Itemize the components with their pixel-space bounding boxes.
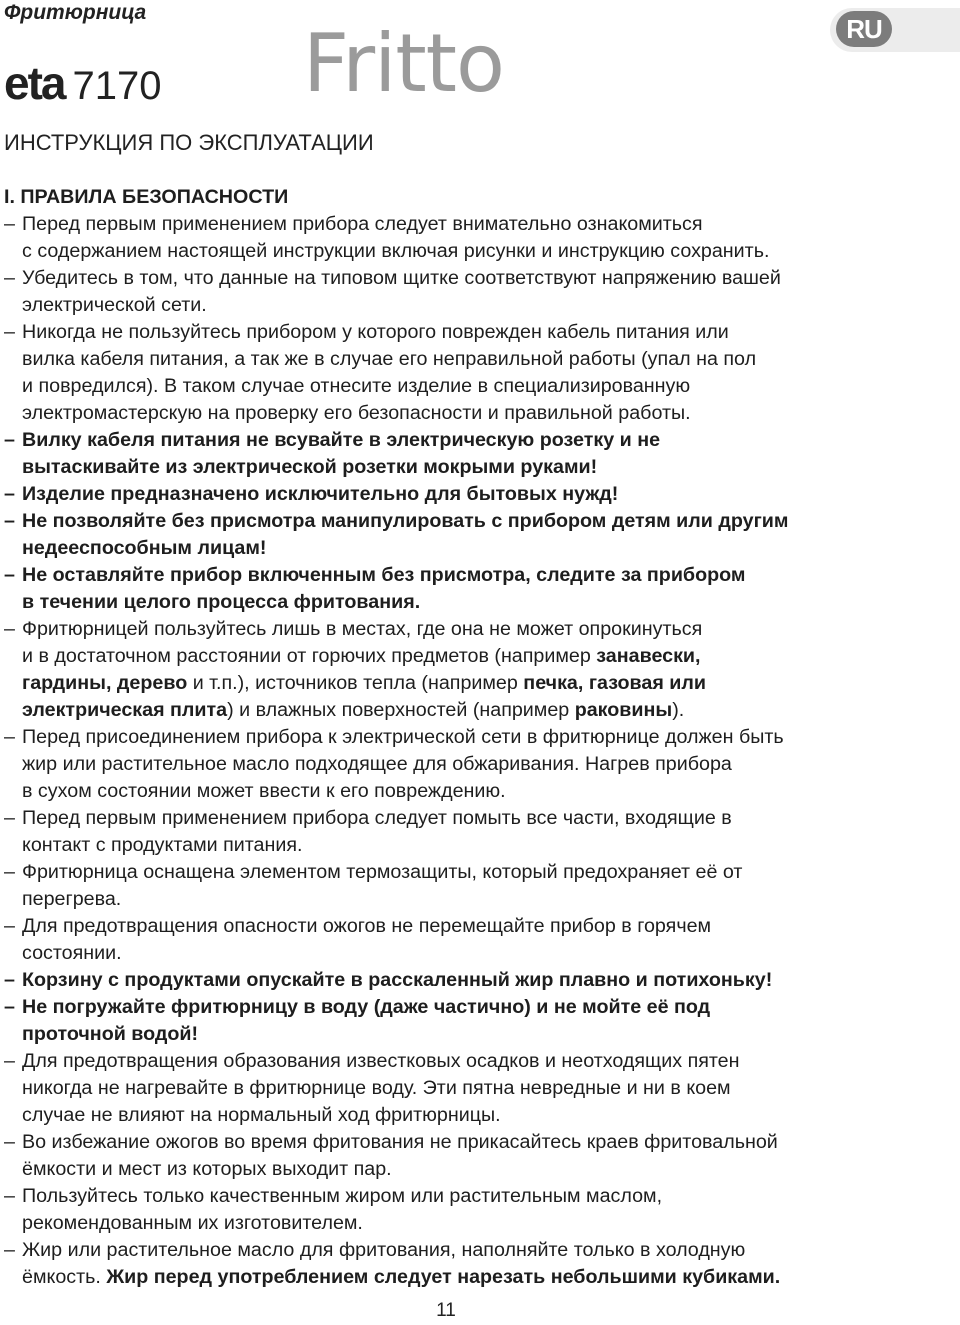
dash-bullet: – bbox=[4, 483, 15, 505]
dash-bullet: – bbox=[4, 996, 15, 1018]
item-text: в сухом состоянии может ввести к его повреждению. bbox=[22, 780, 506, 802]
item-text: никогда не нагревайте в фритюрнице воду. Эти пятна невредные и ни в коем bbox=[22, 1077, 731, 1099]
list-item bbox=[0, 859, 960, 913]
language-badge: RU bbox=[836, 11, 892, 47]
list-item bbox=[0, 805, 960, 859]
item-text: электрической сети. bbox=[22, 294, 207, 316]
item-text: Жир или растительное масло для фритования, наполняйте только в холодную bbox=[22, 1239, 746, 1261]
dash-bullet: – bbox=[4, 510, 15, 532]
list-item bbox=[0, 211, 960, 265]
dash-bullet: – bbox=[4, 726, 15, 748]
list-item bbox=[0, 562, 960, 616]
item-text: Не погружайте фритюрницу в воду (даже частично) и не мойте её под bbox=[22, 996, 711, 1018]
item-text: в течении целого процесса фритования. bbox=[22, 591, 421, 613]
product-name: Fritto bbox=[303, 17, 504, 110]
item-text-bold: Жир перед употреблением следует нарезать небольшими кубиками. bbox=[106, 1266, 781, 1288]
item-text: и в достаточном расстоянии от горючих предметов (например bbox=[22, 645, 597, 667]
item-text: проточной водой! bbox=[22, 1023, 199, 1045]
list-item bbox=[0, 319, 960, 427]
item-text: ). bbox=[672, 699, 685, 721]
safety-section bbox=[0, 184, 960, 1291]
item-text-bold: раковины bbox=[574, 699, 673, 721]
item-text-bold: занавески, bbox=[596, 645, 701, 667]
brand-logo bbox=[4, 58, 161, 111]
list-item bbox=[0, 1129, 960, 1183]
product-type: Фритюрница bbox=[4, 1, 147, 24]
item-text: жир или растительное масло подходящее для обжаривания. Нагрев прибора bbox=[22, 753, 732, 775]
dash-bullet: – bbox=[4, 915, 15, 937]
dash-bullet: – bbox=[4, 807, 15, 829]
dash-bullet: – bbox=[4, 267, 15, 289]
item-text: рекомендованным их изготовителем. bbox=[22, 1212, 363, 1234]
item-text: Никогда не пользуйтесь прибором у которого поврежден кабель питания или bbox=[22, 321, 729, 343]
item-text: и т.п.), источников тепла (например bbox=[187, 672, 524, 694]
item-text: недееспособным лицам! bbox=[22, 537, 267, 559]
item-text: Фритюрница оснащена элементом термозащиты, который предохраняет её от bbox=[22, 861, 743, 883]
list-item bbox=[0, 1237, 960, 1291]
list-item bbox=[0, 481, 960, 508]
dash-bullet: – bbox=[4, 429, 15, 451]
list-item bbox=[0, 1048, 960, 1129]
dash-bullet: – bbox=[4, 1131, 15, 1153]
item-text: Для предотвращения образования известковых осадков и неотходящих пятен bbox=[22, 1050, 740, 1072]
list-item bbox=[0, 913, 960, 967]
dash-bullet: – bbox=[4, 618, 15, 640]
item-text-bold: печка, газовая или bbox=[523, 672, 706, 694]
item-text: ёмкости и мест из которых выходит пар. bbox=[22, 1158, 392, 1180]
item-text: ) и влажных поверхностей (например bbox=[227, 699, 575, 721]
dash-bullet: – bbox=[4, 969, 15, 991]
list-item bbox=[0, 427, 960, 481]
item-text: Изделие предназначено исключительно для бытовых нужд! bbox=[22, 483, 619, 505]
list-item bbox=[0, 994, 960, 1048]
item-text: электромастерскую на проверку его безопасности и правильной работы. bbox=[22, 402, 691, 424]
item-text: Вилку кабеля питания не всувайте в электрическую розетку и не bbox=[22, 429, 661, 451]
section-heading: I. ПРАВИЛА БЕЗОПАСНОСТИ bbox=[4, 186, 289, 208]
list-item bbox=[0, 265, 960, 319]
item-text: состоянии. bbox=[22, 942, 122, 964]
model-number: 7170 bbox=[72, 64, 162, 108]
document-title: ИНСТРУКЦИЯ ПО ЭКСПЛУАТАЦИИ bbox=[4, 130, 374, 155]
item-text: случае не влияют на нормальный ход фритюрницы. bbox=[22, 1104, 501, 1126]
dash-bullet: – bbox=[4, 1185, 15, 1207]
item-text: Убедитесь в том, что данные на типовом щитке соответствуют напряжению вашей bbox=[22, 267, 781, 289]
item-text: Пользуйтесь только качественным жиром или растительным маслом, bbox=[22, 1185, 663, 1207]
list-item bbox=[0, 1183, 960, 1237]
page-number: 11 bbox=[436, 1300, 456, 1321]
list-item bbox=[0, 616, 960, 724]
item-text-bold: гардины, дерево bbox=[22, 672, 188, 694]
item-text: перегрева. bbox=[22, 888, 122, 910]
dash-bullet: – bbox=[4, 1239, 15, 1261]
item-text: вытаскивайте из электрической розетки мокрыми руками! bbox=[22, 456, 598, 478]
item-text: Для предотвращения опасности ожогов не перемещайте прибор в горячем bbox=[22, 915, 712, 937]
dash-bullet: – bbox=[4, 1050, 15, 1072]
list-item bbox=[0, 508, 960, 562]
dash-bullet: – bbox=[4, 213, 15, 235]
item-text: Во избежание ожогов во время фритования не прикасайтесь краев фритовальной bbox=[22, 1131, 778, 1153]
item-text-bold: электрическая плита bbox=[22, 699, 228, 721]
item-text: Корзину с продуктами опускайте в расскаленный жир плавно и потихоньку! bbox=[22, 969, 773, 991]
dash-bullet: – bbox=[4, 564, 15, 586]
item-text: Перед первым применением прибора следует внимательно ознакомиться bbox=[22, 213, 703, 235]
item-text: ёмкость. bbox=[22, 1266, 107, 1288]
item-text: контакт с продуктами питания. bbox=[22, 834, 303, 856]
item-text: Не позволяйте без присмотра манипулировать с прибором детям или другим bbox=[22, 510, 789, 532]
item-text: с содержанием настоящей инструкции включая рисунки и инструкцию сохранить. bbox=[22, 240, 770, 262]
dash-bullet: – bbox=[4, 321, 15, 343]
item-text: Перед первым применением прибора следует помыть все части, входящие в bbox=[22, 807, 732, 829]
item-text: вилка кабеля питания, а так же в случае его неправильной работы (упал на пол bbox=[22, 348, 757, 370]
dash-bullet: – bbox=[4, 861, 15, 883]
item-text: Не оставляйте прибор включенным без присмотра, следите за прибором bbox=[22, 564, 746, 586]
item-text: Фритюрницей пользуйтесь лишь в местах, где она не может опрокинуться bbox=[22, 618, 703, 640]
item-text: и повредился). В таком случае отнесите изделие в специализированную bbox=[22, 375, 691, 397]
brand-name: eta bbox=[4, 57, 65, 109]
list-item bbox=[0, 724, 960, 805]
item-text: Перед присоединением прибора к электрической сети в фритюрнице должен быть bbox=[22, 726, 784, 748]
list-item bbox=[0, 967, 960, 994]
